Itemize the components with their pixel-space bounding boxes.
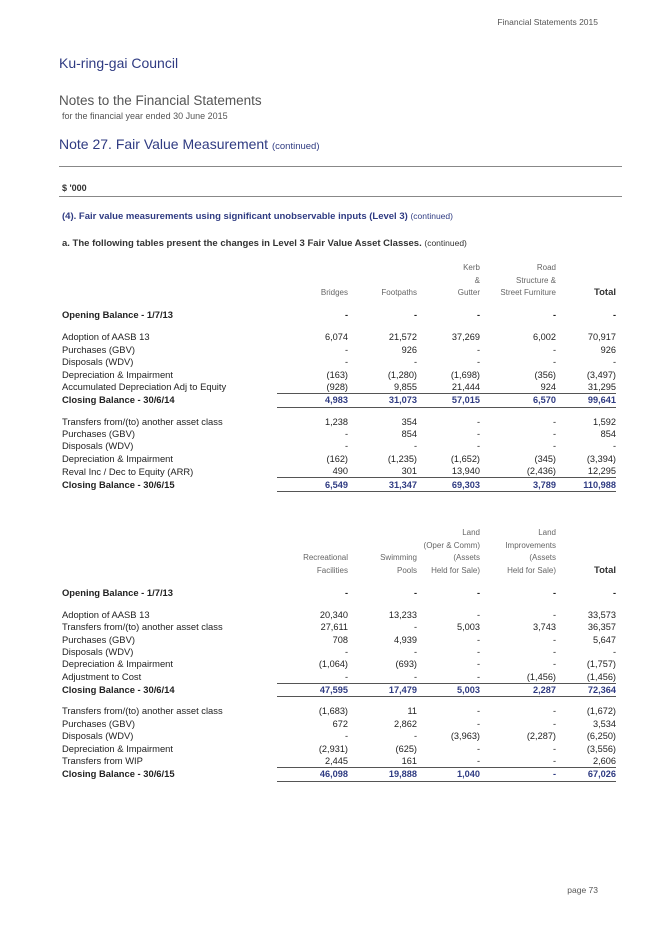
table-row	[62, 381, 616, 394]
table-row	[62, 428, 616, 440]
row-value: 37,269	[451, 332, 480, 343]
table-row	[62, 478, 616, 491]
column-header: Land	[538, 528, 556, 538]
row-value: (356)	[534, 369, 556, 380]
row-label: Transfers from/(to) another asset class	[62, 621, 223, 633]
row-label: Closing Balance - 30/6/15	[62, 478, 175, 490]
row-label: Purchases (GBV)	[62, 428, 135, 440]
row-value: -	[413, 357, 417, 368]
row-value: 31,073	[348, 394, 417, 407]
row-label: Depreciation & Impairment	[62, 742, 173, 754]
row-value: 36,357	[587, 622, 616, 633]
row-value: 70,917	[587, 332, 616, 343]
table-row	[62, 394, 616, 407]
row-value: 20,340	[319, 609, 348, 620]
row-label: Adjustment to Cost	[62, 670, 142, 682]
row-value: 31,295	[587, 381, 616, 392]
table-row	[62, 621, 616, 633]
row-value: -	[476, 646, 480, 657]
row-value: -	[344, 671, 348, 682]
row-value: -	[612, 310, 616, 321]
note-title-text: Note 27. Fair Value Measurement	[59, 136, 269, 152]
row-value: 33,573	[587, 609, 616, 620]
row-value: -	[476, 441, 480, 452]
row-value: -	[476, 756, 480, 767]
row-label: Adoption of AASB 13	[62, 608, 150, 620]
column-header: Gutter	[457, 288, 480, 298]
row-value: 6,074	[325, 332, 348, 343]
row-label: Depreciation & Impairment	[62, 658, 173, 670]
column-header: Improvements	[505, 540, 556, 550]
row-value: (693)	[395, 659, 417, 670]
table-row	[62, 585, 616, 601]
row-value: -	[476, 609, 480, 620]
table-row	[62, 658, 616, 670]
header-spacer	[62, 539, 277, 551]
header-row	[62, 262, 616, 274]
column-header: Street Furniture	[500, 288, 556, 298]
table-row	[62, 609, 616, 621]
row-value: (345)	[534, 453, 556, 464]
row-value: 27,611	[320, 622, 348, 633]
row-value: 6,002	[533, 332, 556, 343]
row-value: -	[612, 357, 616, 368]
table-row	[62, 331, 616, 343]
table-recreational-assets	[62, 527, 616, 782]
row-value: (1,235)	[387, 453, 417, 464]
row-value: (1,757)	[586, 659, 616, 670]
header-spacer	[62, 527, 277, 539]
row-label: Disposals (WDV)	[62, 356, 134, 368]
row-value: -	[476, 671, 480, 682]
section-continued: (continued)	[410, 211, 453, 221]
row-value: (2,436)	[526, 466, 556, 477]
row-value: (6,250)	[586, 731, 616, 742]
row-value: -	[612, 587, 616, 598]
header-row	[62, 552, 616, 564]
header-spacer	[62, 274, 277, 286]
column-header	[277, 274, 348, 286]
row-value: 47,595	[277, 683, 348, 696]
row-label: Disposals (WDV)	[62, 730, 134, 742]
row-value: 19,888	[348, 768, 417, 781]
row-value: -	[344, 587, 348, 598]
row-value: -	[413, 622, 417, 633]
row-label: Adoption of AASB 13	[62, 331, 150, 343]
divider-units	[59, 196, 622, 197]
row-label: Disposals (WDV)	[62, 440, 134, 452]
column-header	[348, 274, 417, 286]
column-header: Road	[536, 263, 556, 273]
sub-title-text: a. The following tables present the changes in Level 3 Fair Value Asset Classes.	[62, 238, 422, 249]
column-header: Held for Sale)	[431, 565, 480, 575]
row-value: -	[552, 587, 556, 598]
row-label: Transfers from WIP	[62, 755, 143, 767]
row-value: 6,549	[277, 478, 348, 491]
divider-top	[59, 166, 622, 167]
sub-continued: (continued)	[424, 238, 467, 248]
column-header: Total	[594, 287, 616, 299]
row-value: -	[552, 659, 556, 670]
column-header	[348, 262, 417, 274]
row-value: 926	[401, 344, 417, 355]
row-value: -	[476, 357, 480, 368]
row-value: -	[552, 609, 556, 620]
header-row	[62, 527, 616, 539]
section-title-text: (4). Fair value measurements using significant unobservable inputs (Level 3)	[62, 211, 408, 222]
row-value: 5,003	[457, 622, 480, 633]
row-value: 3,789	[480, 478, 556, 491]
row-value: -	[344, 429, 348, 440]
row-value: 99,641	[556, 394, 616, 407]
table-row	[62, 718, 616, 730]
row-value: 3,534	[593, 718, 616, 729]
row-label: Purchases (GBV)	[62, 343, 135, 355]
row-value: 854	[600, 429, 616, 440]
table-row	[62, 730, 616, 742]
table-row	[62, 368, 616, 380]
row-value: -	[476, 706, 480, 717]
row-value: -	[413, 671, 417, 682]
note-continued: (continued)	[271, 141, 320, 152]
row-value: (3,963)	[450, 731, 480, 742]
row-value: -	[552, 706, 556, 717]
column-header	[556, 527, 616, 539]
row-label: Closing Balance - 30/6/15	[62, 768, 175, 780]
column-header: Total	[594, 564, 616, 576]
column-header: &	[474, 275, 480, 285]
table-row	[62, 671, 616, 684]
row-value: 72,364	[556, 683, 616, 696]
row-label: Depreciation & Impairment	[62, 368, 173, 380]
row-value: 708	[332, 634, 348, 645]
row-value: (1,064)	[318, 659, 348, 670]
row-value: 21,572	[388, 332, 417, 343]
column-header: Held for Sale)	[507, 565, 556, 575]
row-value: 2,287	[480, 683, 556, 696]
row-value: -	[552, 441, 556, 452]
row-value: -	[476, 659, 480, 670]
row-value: 110,988	[556, 478, 616, 491]
row-label: Accumulated Depreciation Adj to Equity	[62, 381, 227, 393]
row-value: 12,295	[587, 466, 616, 477]
row-label: Closing Balance - 30/6/14	[62, 394, 175, 406]
notes-subtitle: for the financial year ended 30 June 2015	[62, 111, 228, 121]
row-value: -	[413, 310, 417, 321]
row-label: Depreciation & Impairment	[62, 452, 173, 464]
row-label: Purchases (GBV)	[62, 717, 135, 729]
note-title	[59, 136, 320, 152]
column-header: Bridges	[320, 288, 348, 298]
row-value: (928)	[326, 381, 348, 392]
table-row	[62, 683, 616, 696]
row-value: -	[476, 718, 480, 729]
column-header	[556, 274, 616, 286]
row-value: -	[552, 344, 556, 355]
header-spacer	[62, 287, 277, 299]
column-header: Land	[462, 528, 480, 538]
row-value: -	[413, 441, 417, 452]
table-row	[62, 705, 616, 717]
row-label: Disposals (WDV)	[62, 645, 134, 657]
row-value: 301	[401, 466, 417, 477]
column-header: (Oper & Comm)	[423, 540, 480, 550]
report-header: Financial Statements 2015	[497, 17, 598, 27]
row-value: 31,347	[348, 478, 417, 491]
row-value: (2,287)	[526, 731, 556, 742]
row-value: (1,456)	[586, 671, 616, 682]
row-value: -	[552, 646, 556, 657]
row-value: 490	[332, 466, 348, 477]
column-header: Facilities	[316, 565, 348, 575]
column-header	[277, 527, 348, 539]
row-value: -	[612, 441, 616, 452]
row-value: (1,672)	[586, 706, 616, 717]
row-value: (3,556)	[586, 743, 616, 754]
row-value: 3,743	[533, 622, 556, 633]
row-value: (1,280)	[387, 369, 417, 380]
column-header	[556, 539, 616, 551]
row-value: 11	[407, 706, 417, 717]
row-value: 854	[401, 429, 417, 440]
row-value: -	[476, 743, 480, 754]
row-value: 46,098	[277, 768, 348, 781]
header-row	[62, 539, 616, 551]
row-value: (162)	[326, 453, 348, 464]
row-value: -	[344, 344, 348, 355]
row-value: -	[476, 429, 480, 440]
column-header: Swimming	[380, 553, 417, 563]
row-value: 5,647	[593, 634, 616, 645]
column-header: Pools	[396, 565, 417, 575]
row-value: 2,862	[394, 718, 417, 729]
row-value: 924	[540, 381, 556, 392]
column-header	[277, 262, 348, 274]
sub-title	[62, 238, 467, 249]
row-value: -	[413, 587, 417, 598]
units-label: $ '000	[62, 183, 87, 193]
row-value: (163)	[326, 369, 348, 380]
column-header: (Assets	[453, 553, 480, 563]
row-label: Transfers from/(to) another asset class	[62, 415, 223, 427]
row-value: -	[344, 646, 348, 657]
row-value: -	[413, 731, 417, 742]
row-value: -	[552, 357, 556, 368]
row-value: 1,592	[593, 416, 616, 427]
row-value: -	[413, 646, 417, 657]
row-value: 67,026	[556, 768, 616, 781]
council-name: Ku-ring-gai Council	[59, 55, 179, 71]
column-header: Kerb	[463, 263, 480, 273]
row-value: -	[480, 768, 556, 781]
header-spacer	[62, 552, 277, 564]
table-row	[62, 465, 616, 478]
row-value: -	[552, 718, 556, 729]
row-value: -	[552, 634, 556, 645]
table-row	[62, 453, 616, 465]
table-transport-assets	[62, 262, 616, 492]
row-label: Purchases (GBV)	[62, 633, 135, 645]
table-row	[62, 307, 616, 323]
row-label: Closing Balance - 30/6/14	[62, 684, 175, 696]
row-value: -	[344, 357, 348, 368]
row-value: 926	[600, 344, 616, 355]
row-label: Reval Inc / Dec to Equity (ARR)	[62, 465, 194, 477]
table-row	[62, 344, 616, 356]
column-header: Structure &	[515, 275, 556, 285]
row-value: (1,652)	[450, 453, 480, 464]
row-value: -	[476, 634, 480, 645]
row-value: -	[476, 587, 480, 598]
table-row	[62, 755, 616, 768]
row-value: 9,855	[394, 381, 417, 392]
row-value: (625)	[395, 743, 417, 754]
table-row	[62, 742, 616, 754]
row-value: -	[476, 310, 480, 321]
row-value: (2,931)	[318, 743, 348, 754]
column-header: Recreational	[303, 553, 348, 563]
header-spacer	[62, 262, 277, 274]
table-row	[62, 416, 616, 428]
row-value: 354	[401, 416, 417, 427]
table-row	[62, 768, 616, 781]
notes-title: Notes to the Financial Statements	[59, 93, 262, 108]
row-value: -	[344, 310, 348, 321]
row-value: -	[344, 731, 348, 742]
table-row	[62, 646, 616, 658]
row-value: 1,040	[417, 768, 480, 781]
row-value: 6,570	[480, 394, 556, 407]
row-value: -	[552, 310, 556, 321]
column-header: Footpaths	[381, 288, 417, 298]
row-value: 57,015	[417, 394, 480, 407]
row-value: -	[552, 743, 556, 754]
page-number: page 73	[567, 885, 598, 895]
row-value: 4,983	[277, 394, 348, 407]
row-value: 17,479	[348, 683, 417, 696]
row-value: -	[552, 756, 556, 767]
row-label: Opening Balance - 1/7/13	[62, 586, 173, 598]
table-row	[62, 440, 616, 452]
column-header: (Assets	[529, 553, 556, 563]
row-value: -	[476, 344, 480, 355]
table-row	[62, 356, 616, 368]
row-label: Opening Balance - 1/7/13	[62, 309, 173, 321]
row-value: (1,456)	[526, 671, 556, 682]
column-header	[348, 539, 417, 551]
row-value: (1,698)	[450, 369, 480, 380]
column-header	[277, 539, 348, 551]
row-value: 13,940	[451, 466, 480, 477]
row-label: Transfers from/(to) another asset class	[62, 705, 223, 717]
row-value: 1,238	[325, 416, 348, 427]
header-row	[62, 274, 616, 286]
row-value: 69,303	[417, 478, 480, 491]
row-value: (1,683)	[318, 706, 348, 717]
row-value: 13,233	[388, 609, 417, 620]
column-header	[556, 262, 616, 274]
row-value: -	[344, 441, 348, 452]
header-row	[62, 287, 616, 299]
header-spacer	[62, 564, 277, 576]
row-value: 4,939	[394, 634, 417, 645]
row-value: (3,394)	[586, 453, 616, 464]
row-value: 2,445	[325, 756, 348, 767]
row-value: (3,497)	[586, 369, 616, 380]
row-value: 21,444	[451, 381, 480, 392]
column-header	[348, 527, 417, 539]
header-row	[62, 564, 616, 576]
column-header	[556, 552, 616, 564]
table-row	[62, 633, 616, 645]
row-value: 672	[332, 718, 348, 729]
row-value: 2,606	[593, 756, 616, 767]
section-title	[62, 211, 453, 222]
row-value: -	[612, 646, 616, 657]
row-value: 5,003	[417, 683, 480, 696]
row-value: -	[476, 416, 480, 427]
row-value: -	[552, 429, 556, 440]
row-value: -	[552, 416, 556, 427]
row-value: 161	[401, 756, 417, 767]
